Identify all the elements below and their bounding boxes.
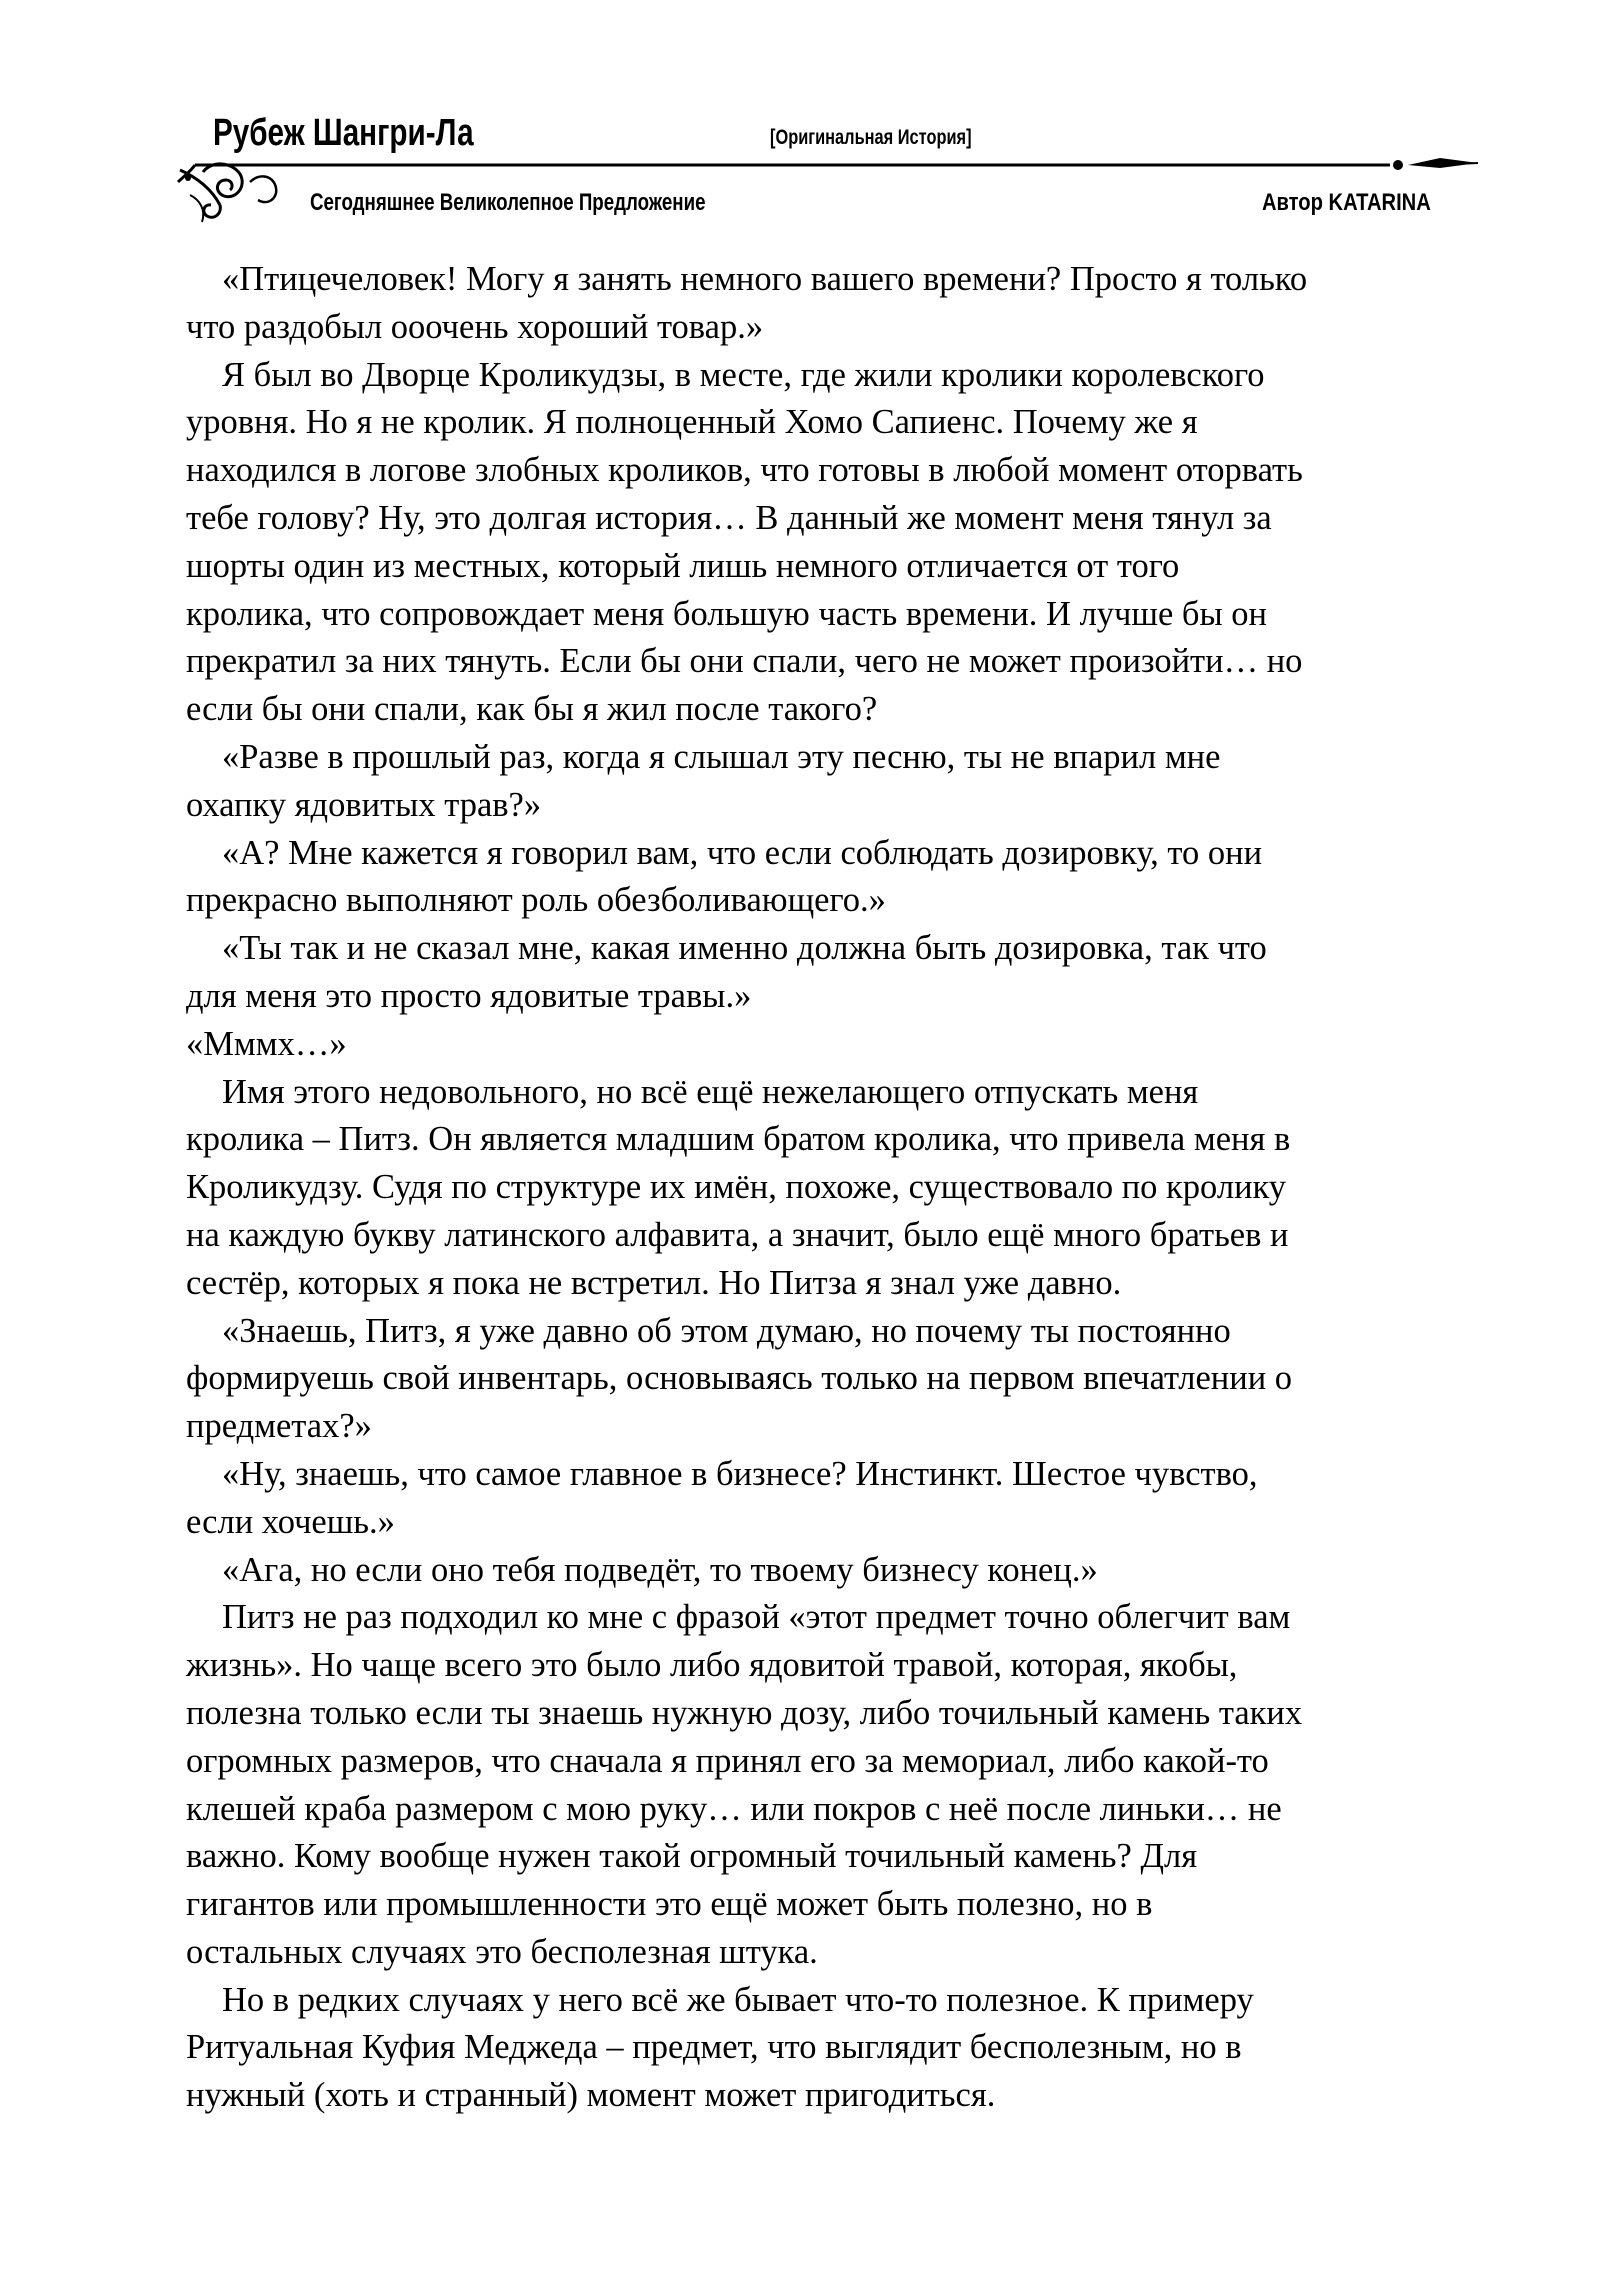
text-line: «Птицечеловек! Могу я занять немного вашего времени? Просто я только xyxy=(222,260,1308,298)
text-line: уровня. Но я не кролик. Я полноценный Хомо Сапиенс. Почему же я xyxy=(186,403,1198,442)
body-text xyxy=(186,256,1486,2120)
text-line: прекрасно выполняют роль обезболивающего.» xyxy=(186,881,886,920)
text-line: тебе голову? Ну, это долгая история… В данный же момент меня тянул за xyxy=(186,498,1272,537)
text-line: Питз не раз подходил ко мне с фразой «этот предмет точно облегчит вам xyxy=(222,1598,1291,1637)
text-line: кролика, что сопровождает меня большую часть времени. И лучше бы он xyxy=(186,594,1267,633)
text-line: «Ага, но если оно тебя подведёт, то твоему бизнесу конец.» xyxy=(222,1550,1098,1589)
text-line: Но в редких случаях у него всё же бывает что-то полезное. К примеру xyxy=(222,1980,1254,2019)
text-line: находился в логове злобных кроликов, что готовы в любой момент оторвать xyxy=(186,451,1303,490)
text-line: Кроликудзу. Судя по структуре их имён, похоже, существовало по кролику xyxy=(186,1168,1287,1207)
text-line: «Знаешь, Питз, я уже давно об этом думаю, но почему ты постоянно xyxy=(222,1311,1231,1350)
text-line: гигантов или промышленности это ещё может быть полезно, но в xyxy=(186,1885,1153,1924)
text-line: предметах?» xyxy=(186,1407,372,1446)
text-line: на каждую букву латинского алфавита, а значит, было ещё много братьев и xyxy=(186,1215,1289,1254)
text-line: Ритуальная Куфия Меджеда – предмет, что выглядит бесполезным, но в xyxy=(186,2028,1242,2067)
text-line: формируешь свой инвентарь, основываясь только на первом впечатлении о xyxy=(186,1359,1293,1398)
page-header xyxy=(0,0,1600,240)
text-line: полезна только если ты знаешь нужную дозу, либо точильный камень таких xyxy=(186,1693,1303,1732)
text-line: сестёр, которых я пока не встретил. Но Питза я знал уже давно. xyxy=(186,1263,1122,1302)
text-line: Я был во Дворце Кроликудзы, в месте, где жили кролики королевского xyxy=(222,355,1265,394)
text-line: что раздобыл ооочень хороший товар.» xyxy=(186,307,764,346)
text-line: «Ну, знаешь, что самое главное в бизнесе? Инстинкт. Шестое чувство, xyxy=(222,1454,1258,1493)
text-line: важно. Кому вообще нужен такой огромный точильный камень? Для xyxy=(186,1837,1198,1876)
text-line: прекратил за них тянуть. Если бы они спали, чего не может произойти… но xyxy=(186,642,1303,681)
text-line: охапку ядовитых трав?» xyxy=(186,785,542,824)
text-line: Имя этого недовольного, но всё ещё нежелающего отпускать меня xyxy=(222,1072,1199,1111)
genre-label: [Оригинальная История] xyxy=(770,126,972,149)
text-line: шорты один из местных, который лишь немного отличается от того xyxy=(186,546,1180,585)
text-line: жизнь». Но чаще всего это было либо ядовитой травой, которая, якобы, xyxy=(186,1646,1238,1685)
chapter-title: Сегодняшнее Великолепное Предложение xyxy=(310,189,706,216)
text-line: «Мммх…» xyxy=(186,1024,347,1063)
text-line: «Разве в прошлый раз, когда я слышал эту песню, ты не впарил мне xyxy=(222,737,1221,776)
text-line: кролика – Питз. Он является младшим братом кролика, что привела меня в xyxy=(186,1120,1291,1159)
text-line: клешей краба размером с мою руку… или покров с неё после линьки… не xyxy=(186,1789,1282,1828)
text-line: если бы они спали, как бы я жил после такого? xyxy=(186,690,878,729)
text-line: огромных размеров, что сначала я принял его за мемориал, либо какой-то xyxy=(186,1741,1269,1780)
series-title: Рубеж Шангри-Ла xyxy=(213,112,474,154)
text-line: остальных случаях это бесполезная штука. xyxy=(186,1932,818,1971)
text-line: если хочешь.» xyxy=(186,1502,395,1541)
text-line: нужный (хоть и странный) момент может пригодиться. xyxy=(186,2076,996,2115)
text-line: «А? Мне кажется я говорил вам, что если соблюдать дозировку, то они xyxy=(222,833,1263,872)
author-label: Автор KATARINA xyxy=(1262,189,1431,216)
text-line: для меня это просто ядовитые травы.» xyxy=(186,976,752,1015)
text-line: «Ты так и не сказал мне, какая именно должна быть дозировка, так что xyxy=(222,929,1267,968)
